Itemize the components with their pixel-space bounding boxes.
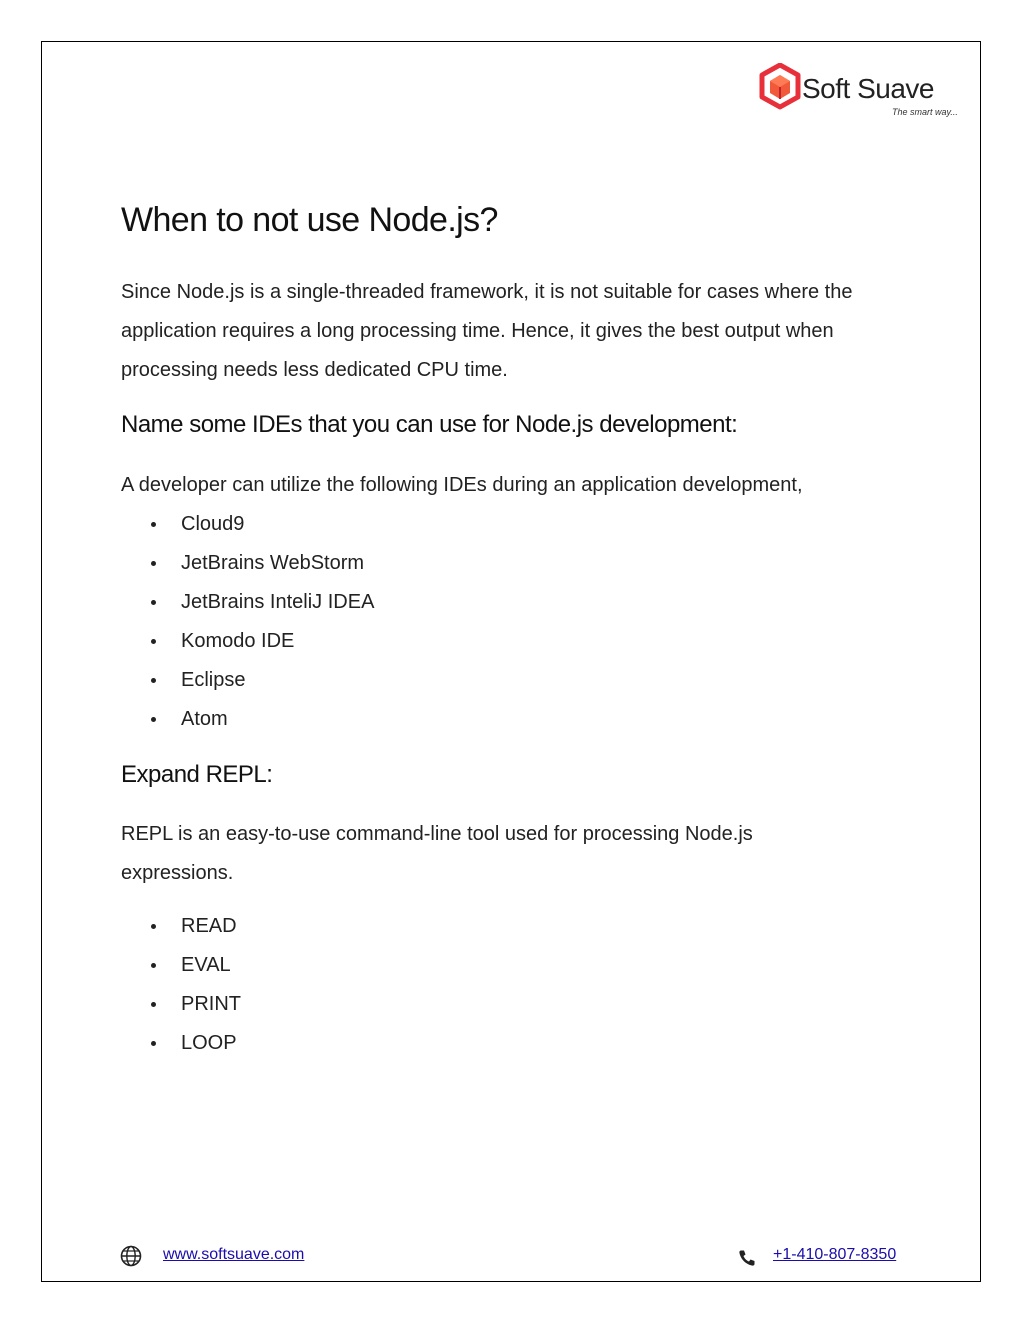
heading-expand-repl: Expand REPL: (121, 761, 273, 788)
repl-list (121, 907, 241, 1063)
list-item-label: Eclipse (181, 669, 246, 691)
website-link[interactable]: www.softsuave.com (163, 1246, 305, 1263)
bullet-icon (151, 1041, 156, 1046)
paragraph-single-threaded: Since Node.js is a single-threaded framework, it is not suitable for cases where the application requires a long processing time. Hence, it gives the best output when processing needs less dedicated CPU time. (121, 281, 853, 381)
paragraph-repl: REPL is an easy-to-use command-line tool used for processing Node.js expressions. (121, 823, 753, 884)
bullet-icon (151, 561, 156, 566)
list-item-label: LOOP (181, 1032, 237, 1054)
phone-link[interactable]: +1-410-807-8350 (773, 1246, 897, 1263)
list-item (121, 622, 374, 661)
brand-name: Soft Suave (802, 73, 934, 104)
list-item-label: Komodo IDE (181, 630, 295, 652)
bullet-icon (151, 522, 156, 527)
bullet-icon (151, 639, 156, 644)
bullet-icon (151, 924, 156, 929)
bullet-icon (151, 717, 156, 722)
list-item (121, 544, 374, 583)
heading-ides: Name some IDEs that you can use for Node.js development: (121, 411, 738, 438)
list-item (121, 907, 241, 946)
list-item (121, 661, 374, 700)
paragraph-ides-intro: A developer can utilize the following IDEs during an application development, (121, 474, 803, 496)
list-item-label: READ (181, 915, 237, 937)
list-item (121, 946, 241, 985)
heading-when-not-use: When to not use Node.js? (121, 201, 498, 239)
list-item-label: JetBrains InteliJ IDEA (181, 591, 375, 613)
list-item-label: EVAL (181, 954, 231, 976)
list-item (121, 1024, 241, 1063)
brand-logo (758, 63, 963, 123)
list-item-label: PRINT (181, 993, 241, 1015)
list-item (121, 985, 241, 1024)
list-item (121, 505, 374, 544)
bullet-icon (151, 1002, 156, 1007)
bullet-icon (151, 963, 156, 968)
list-item (121, 700, 374, 739)
bullet-icon (151, 678, 156, 683)
bullet-icon (151, 600, 156, 605)
logo-cube-icon (758, 63, 802, 111)
ide-list (121, 505, 374, 739)
phone-icon (738, 1249, 756, 1267)
list-item-label: Atom (181, 708, 228, 730)
globe-icon (120, 1245, 142, 1267)
list-item-label: JetBrains WebStorm (181, 552, 365, 574)
list-item-label: Cloud9 (181, 513, 245, 535)
brand-tagline: The smart way... (892, 107, 958, 117)
list-item (121, 583, 374, 622)
